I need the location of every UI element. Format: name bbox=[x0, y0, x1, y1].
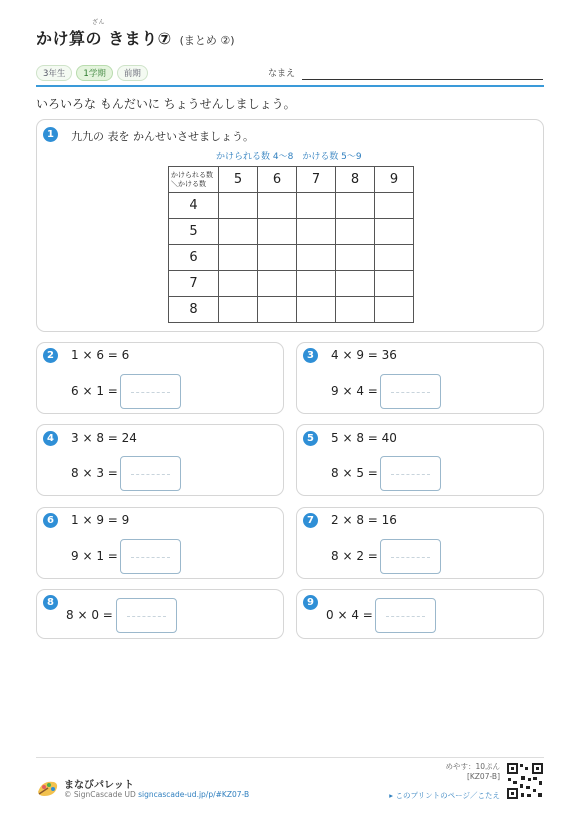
answer-cell[interactable] bbox=[258, 219, 297, 245]
table-row bbox=[169, 245, 414, 271]
title-text: かけ算の きまり⑦ bbox=[36, 29, 172, 48]
brand-name: まなびパレット bbox=[64, 780, 134, 791]
question-number-7: 7 bbox=[303, 513, 318, 528]
ask-equation: 8 × 5 = bbox=[331, 466, 378, 480]
table-row bbox=[169, 297, 414, 323]
page-url-link[interactable]: signcascade-ud.jp/p/#KZ07-B bbox=[138, 790, 250, 799]
answer-cell[interactable] bbox=[219, 271, 258, 297]
row-head: 7 bbox=[169, 271, 219, 297]
given-equation: 2 × 8 = 16 bbox=[331, 513, 397, 527]
answer-cell[interactable] bbox=[375, 193, 414, 219]
answer-box[interactable] bbox=[116, 598, 177, 633]
answer-cell[interactable] bbox=[219, 245, 258, 271]
answer-box[interactable] bbox=[120, 456, 181, 491]
instruction: いろいろな もんだいに ちょうせんしましょう。 bbox=[36, 97, 296, 111]
page-title bbox=[36, 19, 172, 49]
answer-cell[interactable] bbox=[297, 271, 336, 297]
answer-box[interactable] bbox=[120, 374, 181, 409]
answer-cell[interactable] bbox=[258, 271, 297, 297]
time-estimate: めやす：10ぷん bbox=[445, 762, 500, 771]
given-equation: 1 × 9 = 9 bbox=[71, 513, 130, 527]
ask-equation: 9 × 1 = bbox=[71, 549, 118, 563]
answer-box[interactable] bbox=[380, 374, 441, 409]
qr-code-icon[interactable] bbox=[506, 762, 544, 800]
table-corner bbox=[169, 167, 219, 193]
given-equation: 3 × 8 = 24 bbox=[71, 431, 137, 445]
table-header-row bbox=[169, 167, 414, 193]
question-1-text: 九九の 表を かんせいさせましょう。 bbox=[71, 130, 254, 143]
grade-tags bbox=[36, 65, 148, 81]
question-number-3: 3 bbox=[303, 348, 318, 363]
ask-equation: 9 × 4 = bbox=[331, 384, 378, 398]
ask-equation: 8 × 3 = bbox=[71, 466, 118, 480]
ask-equation: 8 × 2 = bbox=[331, 549, 378, 563]
question-number-8: 8 bbox=[43, 595, 58, 610]
answer-page-link[interactable]: ▸ このプリントのページ／こたえ bbox=[389, 791, 500, 800]
palette-logo-icon bbox=[36, 778, 60, 798]
ask-equation: 8 × 0 = bbox=[66, 608, 113, 622]
question-number-9: 9 bbox=[303, 595, 318, 610]
ask-equation: 0 × 4 = bbox=[326, 608, 373, 622]
answer-cell[interactable] bbox=[297, 193, 336, 219]
given-equation: 1 × 6 = 6 bbox=[71, 348, 130, 362]
answer-cell[interactable] bbox=[336, 219, 375, 245]
multiplication-table bbox=[168, 166, 414, 323]
question-number-6: 6 bbox=[43, 513, 58, 528]
answer-cell[interactable] bbox=[375, 219, 414, 245]
tag-grade: 3年生 bbox=[36, 65, 72, 81]
answer-cell[interactable] bbox=[297, 297, 336, 323]
answer-box[interactable] bbox=[380, 456, 441, 491]
answer-cell[interactable] bbox=[297, 245, 336, 271]
row-head: 8 bbox=[169, 297, 219, 323]
header-rule bbox=[36, 85, 544, 87]
name-label: なまえ bbox=[268, 69, 296, 79]
title-ruby: ざん bbox=[92, 19, 106, 26]
answer-box[interactable] bbox=[375, 598, 436, 633]
row-head: 6 bbox=[169, 245, 219, 271]
question-number-1: 1 bbox=[43, 127, 58, 142]
answer-cell[interactable] bbox=[336, 245, 375, 271]
page-subtitle: (まとめ ②) bbox=[179, 34, 235, 47]
col-head: 5 bbox=[219, 167, 258, 193]
answer-box[interactable] bbox=[120, 539, 181, 574]
tag-term: 1学期 bbox=[76, 65, 112, 81]
answer-box[interactable] bbox=[380, 539, 441, 574]
question-number-4: 4 bbox=[43, 431, 58, 446]
worksheet-code: [KZ07-B] bbox=[466, 772, 500, 781]
name-field[interactable] bbox=[302, 79, 543, 80]
answer-cell[interactable] bbox=[336, 193, 375, 219]
corner-bottom: ＼かける数 bbox=[171, 179, 206, 188]
answer-cell[interactable] bbox=[258, 297, 297, 323]
answer-cell[interactable] bbox=[258, 245, 297, 271]
corner-top: かけられる数 bbox=[171, 170, 213, 179]
given-equation: 4 × 9 = 36 bbox=[331, 348, 397, 362]
question-number-2: 2 bbox=[43, 348, 58, 363]
table-row bbox=[169, 219, 414, 245]
row-head: 4 bbox=[169, 193, 219, 219]
answer-cell[interactable] bbox=[258, 193, 297, 219]
table-caption: かけられる数 4～8 かける数 5～9 bbox=[216, 152, 362, 162]
answer-cell[interactable] bbox=[375, 271, 414, 297]
answer-cell[interactable] bbox=[219, 297, 258, 323]
col-head: 9 bbox=[375, 167, 414, 193]
row-head: 5 bbox=[169, 219, 219, 245]
given-equation: 5 × 8 = 40 bbox=[331, 431, 397, 445]
copyright bbox=[64, 790, 249, 799]
table-row bbox=[169, 271, 414, 297]
tag-half: 前期 bbox=[117, 65, 148, 81]
answer-cell[interactable] bbox=[336, 271, 375, 297]
title-row bbox=[36, 19, 235, 49]
question-number-5: 5 bbox=[303, 431, 318, 446]
ask-equation: 6 × 1 = bbox=[71, 384, 118, 398]
answer-cell[interactable] bbox=[375, 245, 414, 271]
answer-cell[interactable] bbox=[336, 297, 375, 323]
table-row bbox=[169, 193, 414, 219]
answer-cell[interactable] bbox=[375, 297, 414, 323]
answer-cell[interactable] bbox=[219, 219, 258, 245]
col-head: 6 bbox=[258, 167, 297, 193]
footer-rule bbox=[36, 757, 544, 758]
answer-cell[interactable] bbox=[219, 193, 258, 219]
copyright-text: © SignCascade UD bbox=[64, 790, 136, 799]
col-head: 7 bbox=[297, 167, 336, 193]
answer-cell[interactable] bbox=[297, 219, 336, 245]
col-head: 8 bbox=[336, 167, 375, 193]
